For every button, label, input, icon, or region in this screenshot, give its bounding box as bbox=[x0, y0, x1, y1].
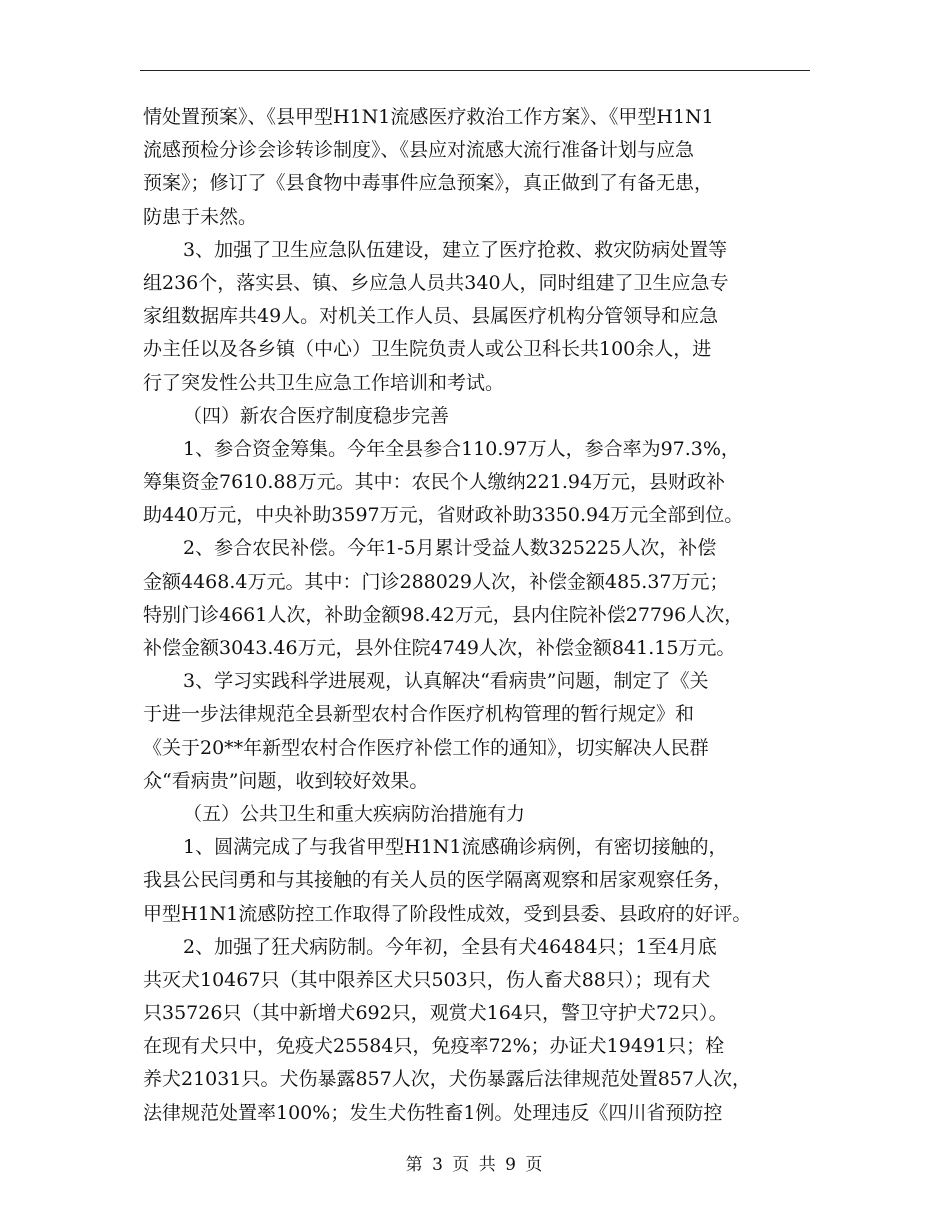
paragraph-start: 2、加强了狂犬病防制。今年初，全县有犬46484只；1至4月底 bbox=[183, 935, 717, 958]
text-line: 金额4468.4万元。其中：门诊288029人次，补偿金额485.37万元； bbox=[143, 570, 729, 593]
text-line: 只35726只（其中新增犬692只，观赏犬164只，警卫守护犬72只）。 bbox=[143, 1002, 728, 1025]
text-line: 组236个，落实县、镇、乡应急人员共340人，同时组建了卫生应急专 bbox=[143, 271, 729, 294]
text-line: 特别门诊4661人次，补助金额98.42万元，县内住院补偿27796人次， bbox=[143, 603, 744, 626]
text-line: 行了突发性公共卫生应急工作培训和考试。 bbox=[143, 371, 505, 394]
text-line: 于进一步法律规范全县新型农村合作医疗机构管理的暂行规定》和 bbox=[143, 703, 695, 726]
section-heading: （五）公共卫生和重大疾病防治措施有力 bbox=[183, 802, 526, 825]
paragraph-start: 1、参合资金筹集。今年全县参合110.97万人，参合率为97.3%， bbox=[183, 437, 740, 460]
text-line: 防患于未然。 bbox=[143, 205, 258, 228]
text-line: 补偿金额3043.46万元，县外住院4749人次，补偿金额841.15万元。 bbox=[143, 637, 736, 659]
document-body bbox=[143, 101, 821, 1130]
text-line: 预案》；修订了《县食物中毒事件应急预案》，真正做到了有备无患， bbox=[143, 172, 714, 195]
text-line: 法律规范处置率100%；发生犬伤牲畜1例。处理违反《四川省预防控 bbox=[143, 1101, 723, 1124]
text-line: 《关于20**年新型农村合作医疗补偿工作的通知》，切实解决人民群 bbox=[143, 736, 709, 759]
page-number: 第 3 页 共 9 页 bbox=[405, 1155, 545, 1175]
paragraph-start: 3、加强了卫生应急队伍建设，建立了医疗抢救、救灾防病处置等 bbox=[183, 238, 728, 261]
text-line: 共灭犬10467只（其中限养区犬只503只，伤人畜犬88只）；现有犬 bbox=[143, 968, 711, 991]
text-line: 筹集资金7610.88万元。其中：农民个人缴纳221.94万元，县财政补 bbox=[143, 471, 726, 494]
section-heading: （四）新农合医疗制度稳步完善 bbox=[183, 404, 450, 427]
text-line: 甲型H1N1流感防控工作取得了阶段性成效，受到县委、县政府的好评。 bbox=[143, 902, 752, 925]
text-line: 养犬21031只。犬伤暴露857人次，犬伤暴露后法律规范处置857人次， bbox=[143, 1068, 751, 1091]
text-line: 我县公民闫勇和与其接触的有关人员的医学隔离观察和居家观察任务， bbox=[143, 869, 733, 892]
text-line: 家组数据库共49人。对机关工作人员、县属医疗机构分管领导和应急 bbox=[143, 305, 719, 328]
text-line: 众“看病贵”问题，收到较好效果。 bbox=[143, 769, 429, 792]
text-line: 在现有犬只中，免疫犬25584只，免疫率72%；办证犬19491只；栓 bbox=[143, 1035, 725, 1058]
paragraph-start: 2、参合农民补偿。今年1-5月累计受益人数325225人次，补偿 bbox=[183, 537, 717, 560]
text-line: 助440万元，中央补助3597万元，省财政补助3350.94万元全部到位。 bbox=[143, 504, 744, 527]
text-line: 情处置预案》、《县甲型H1N1流感医疗救治工作方案》、《甲型H1N1 bbox=[143, 106, 714, 128]
header-rule bbox=[140, 70, 810, 71]
paragraph-start: 3、学习实践科学进展观，认真解决“看病贵”问题，制定了《关 bbox=[183, 670, 709, 693]
paragraph-start: 1、圆满完成了与我省甲型H1N1流感确诊病例，有密切接触的， bbox=[183, 836, 728, 859]
text-line: 办主任以及各乡镇（中心）卫生院负责人或公卫科长共100余人，进 bbox=[143, 338, 712, 361]
text-line: 流感预检分诊会诊转诊制度》、《县应对流感大流行准备计划与应急 bbox=[143, 139, 695, 162]
